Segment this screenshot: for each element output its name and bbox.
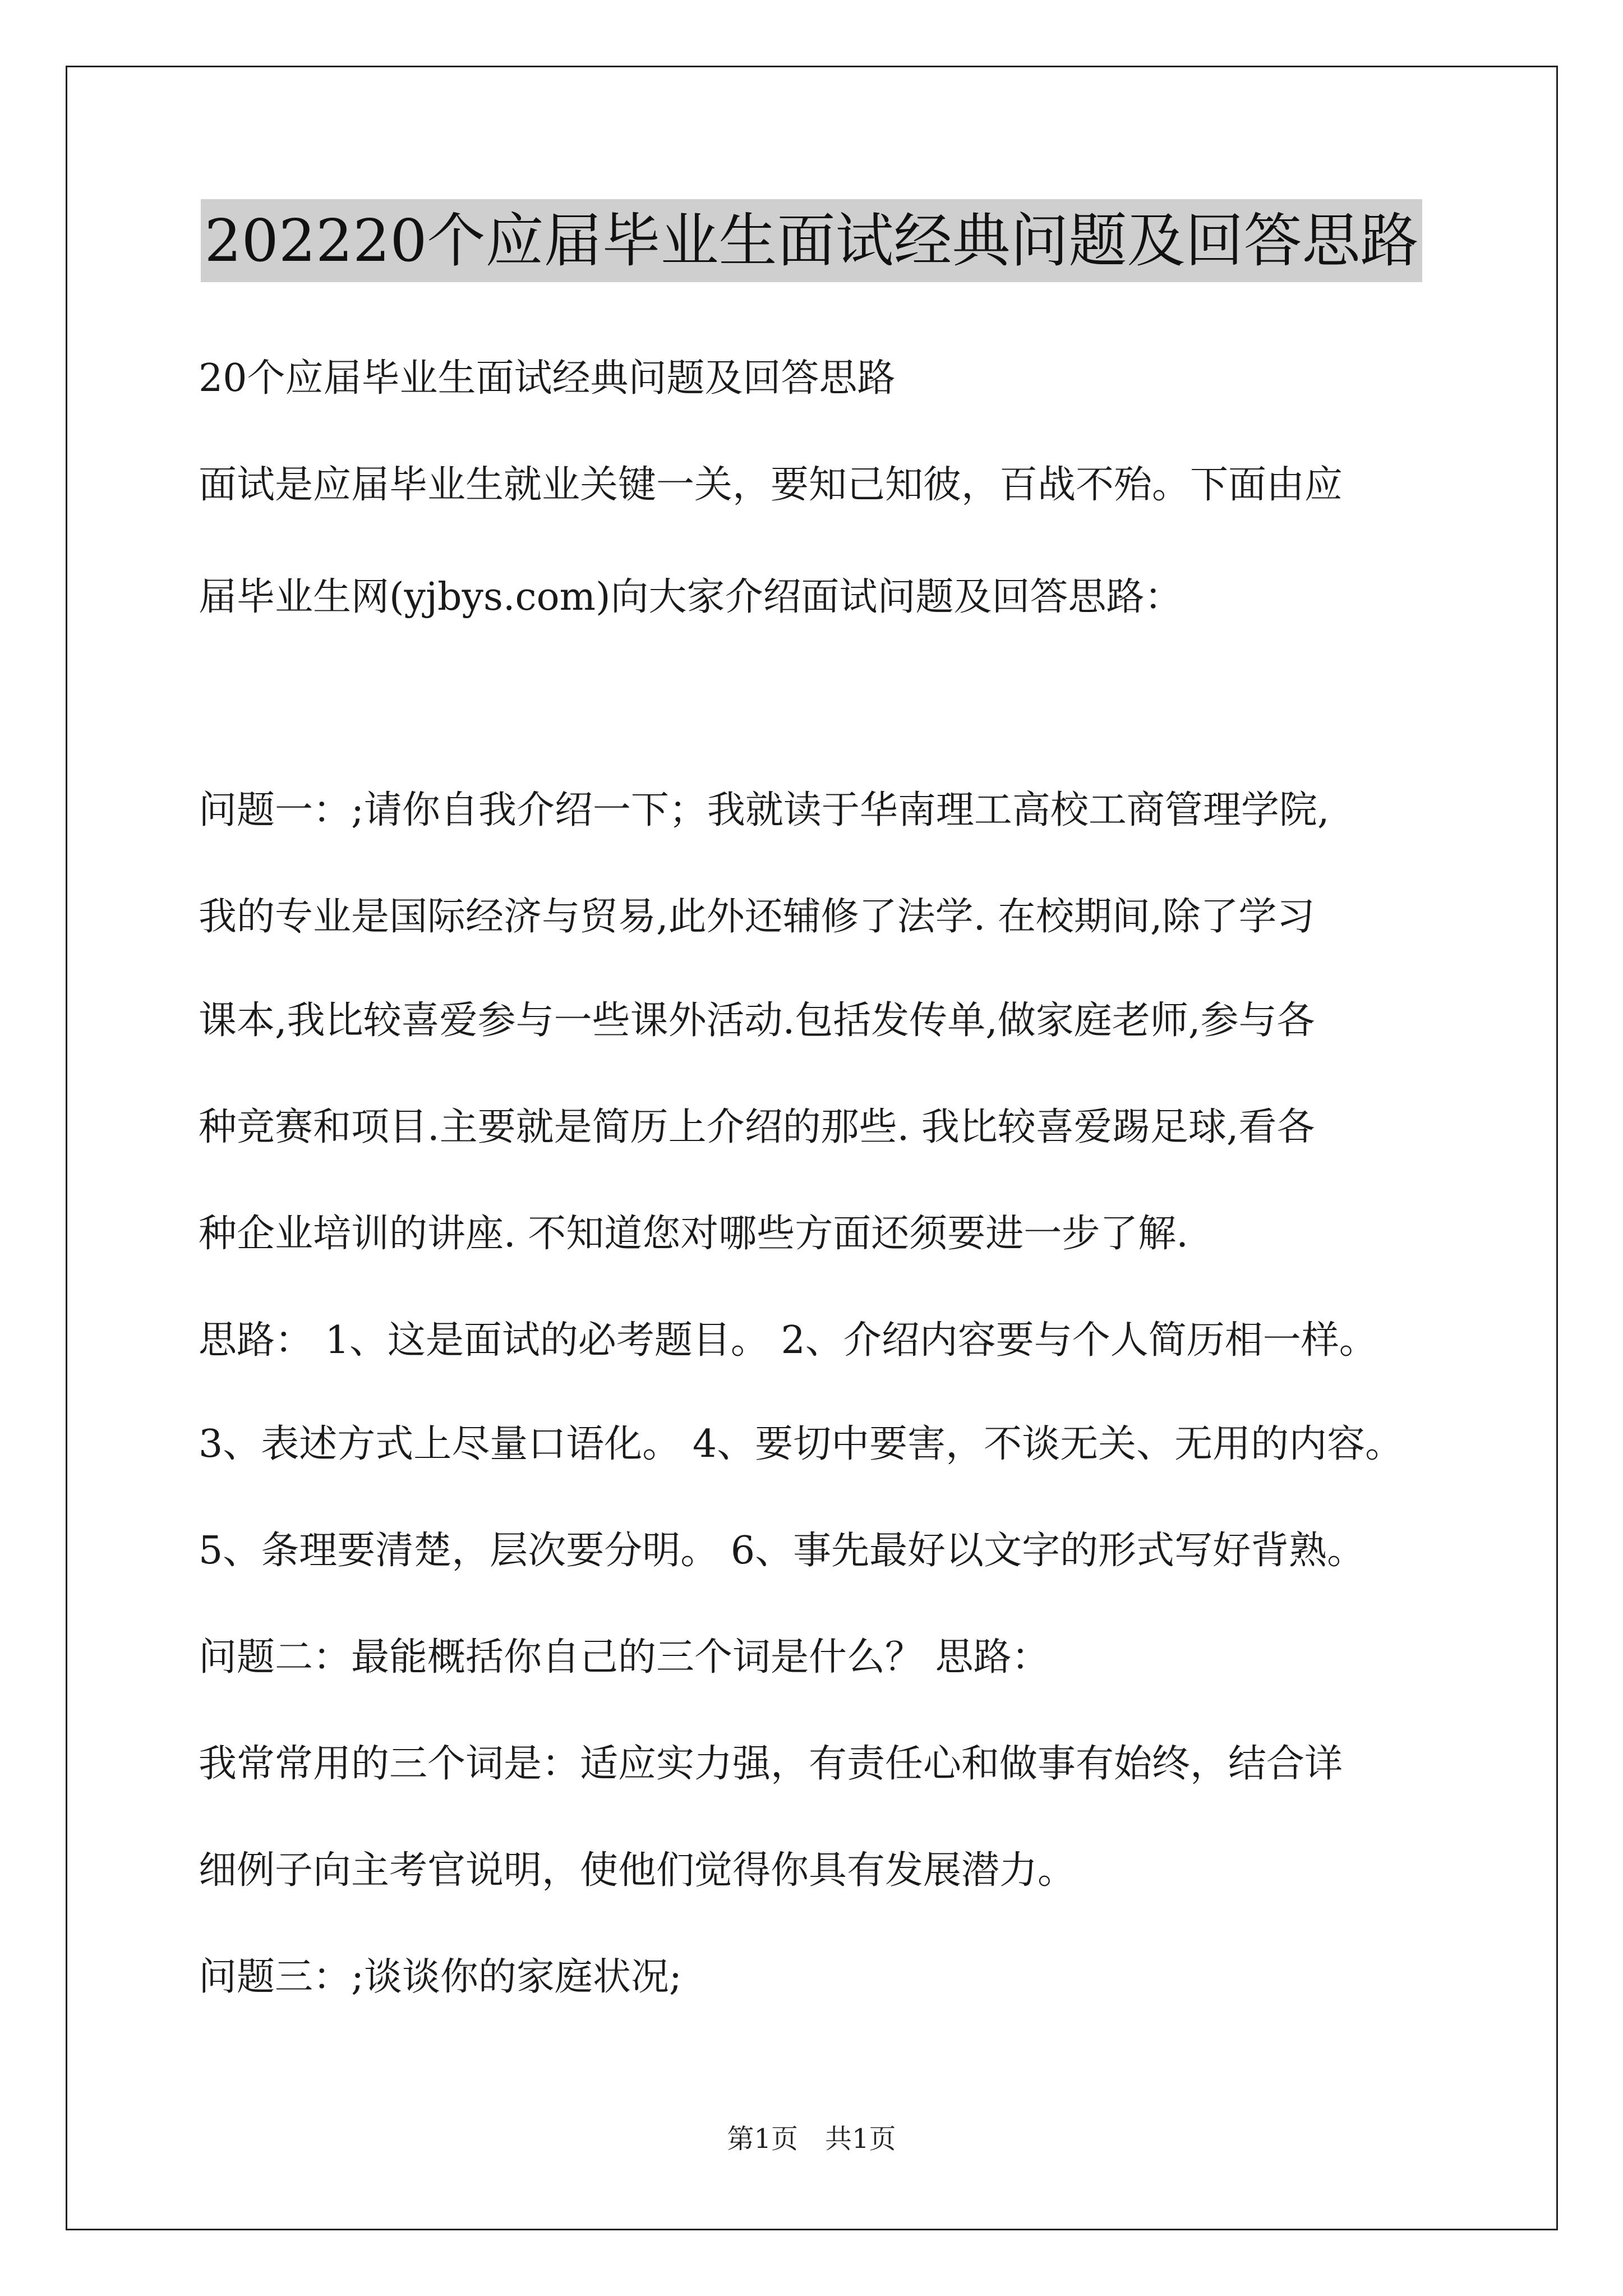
paragraph-line: 问题一：;请你自我介绍一下；我就读于华南理工高校工商管理学院, [199, 788, 1330, 832]
paragraph-line: 届毕业生网(yjbys.com)向大家介绍面试问题及回答思路： [199, 575, 1183, 619]
paragraph-line: 我的专业是国际经济与贸易,此外还辅修了法学. 在校期间,除了学习 [199, 895, 1315, 939]
paragraph-line: 面试是应届毕业生就业关键一关，要知己知彼，百战不殆。下面由应 [199, 463, 1343, 507]
paragraph-line: 5、条理要清楚，层次要分明。 6、事先最好以文字的形式写好背熟。 [199, 1529, 1366, 1573]
title-container [0, 199, 1623, 282]
paragraph-line: 课本,我比较喜爱参与一些课外活动.包括发传单,做家庭老师,参与各 [199, 999, 1315, 1043]
paragraph-line: 问题三：;谈谈你的家庭状况; [199, 1955, 682, 1999]
paragraph-line: 3、表述方式上尽量口语化。 4、要切中要害，不谈无关、无用的内容。 [199, 1422, 1404, 1466]
paragraph-line: 种企业培训的讲座. 不知道您对哪些方面还须要进一步了解. [199, 1212, 1188, 1256]
paragraph-line: 细例子向主考官说明，使他们觉得你具有发展潜力。 [199, 1848, 1076, 1893]
paragraph-line: 思路： 1、这是面试的必考题目。 2、介绍内容要与个人简历相一样。 [199, 1318, 1377, 1363]
paragraph-line: 问题二：最能概括你自己的三个词是什么？ 思路： [199, 1635, 1050, 1680]
paragraph-line: 种竞赛和项目.主要就是简历上介绍的那些. 我比较喜爱踢足球,看各 [199, 1105, 1315, 1149]
page-footer: 第1页 共1页 [727, 2123, 896, 2155]
paragraph-line: 我常常用的三个词是：适应实力强，有责任心和做事有始终，结合详 [199, 1742, 1343, 1786]
document-title: 202220个应届毕业生面试经典问题及回答思路 [201, 199, 1422, 282]
subtitle-line: 20个应届毕业生面试经典问题及回答思路 [199, 356, 896, 401]
